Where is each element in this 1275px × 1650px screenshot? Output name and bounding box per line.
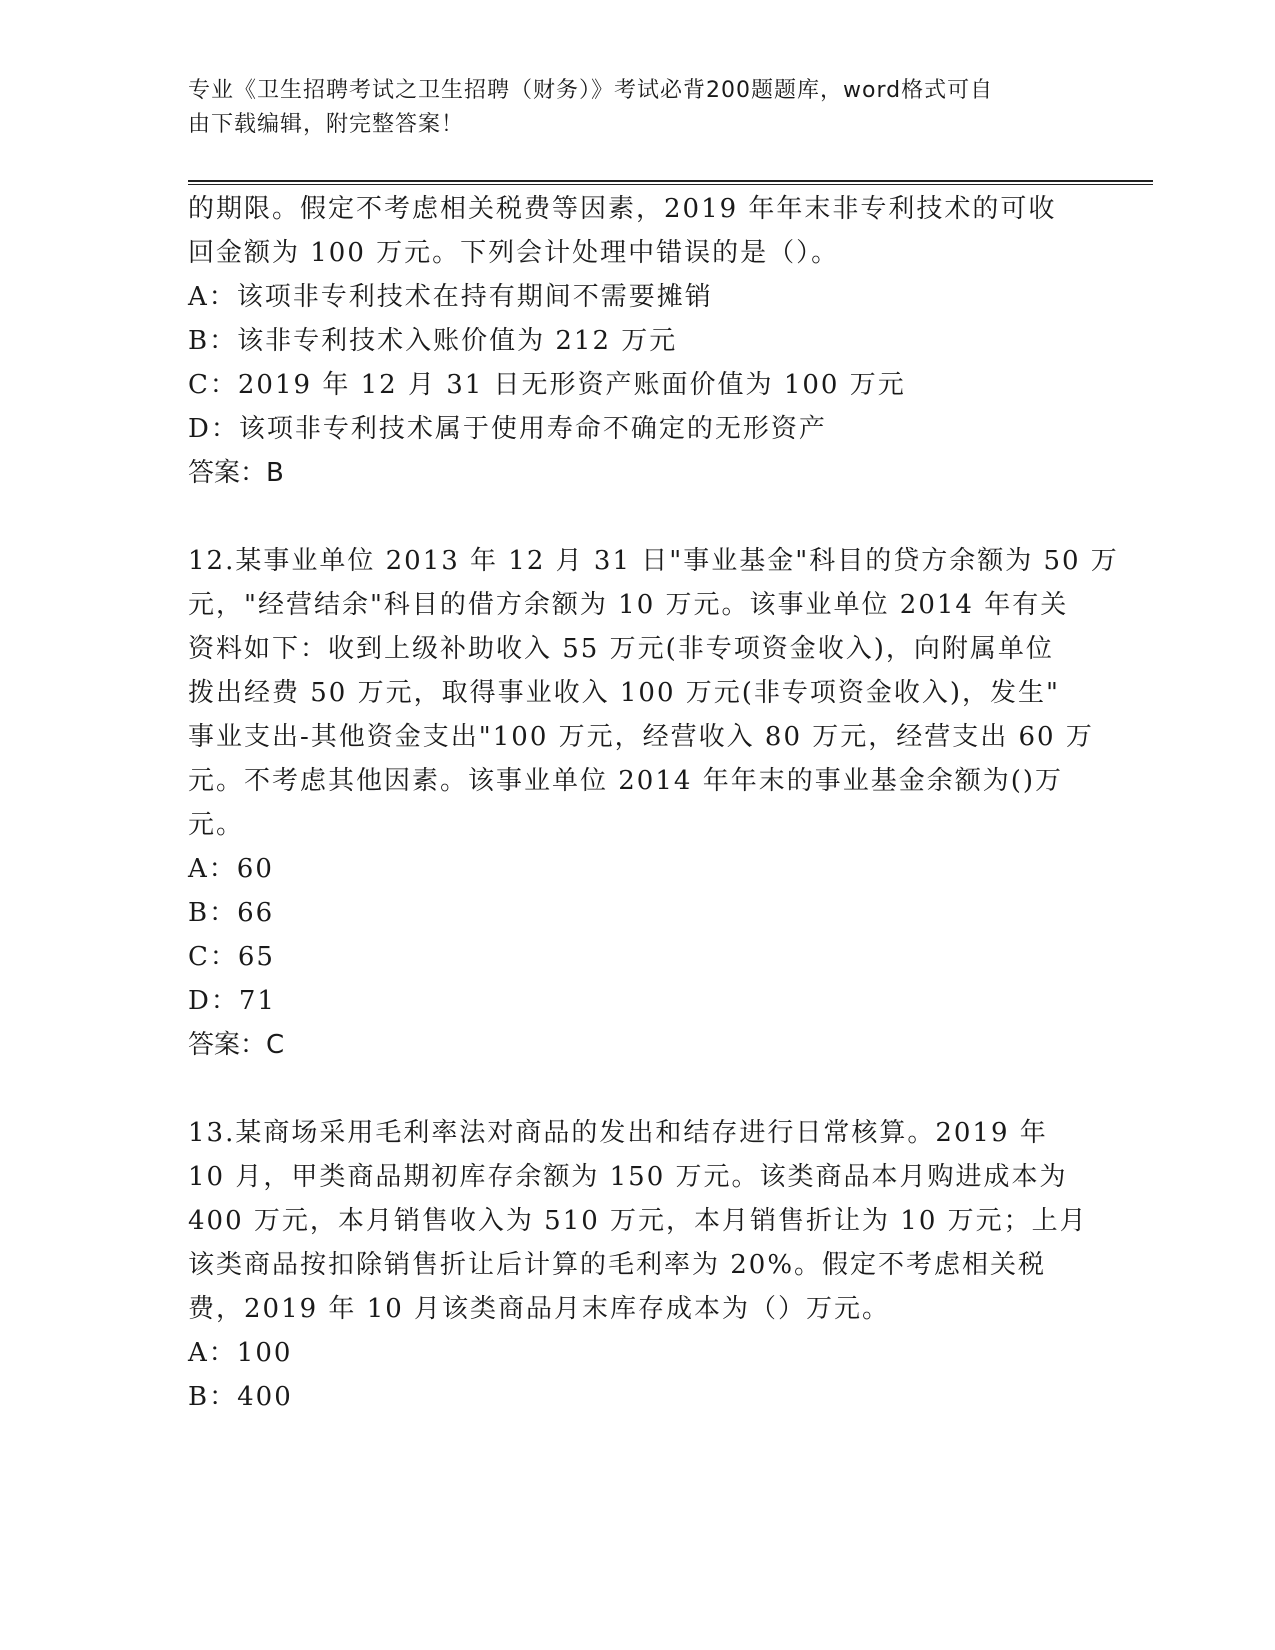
q13-stem-line-1: 13.某商场采用毛利率法对商品的发出和结存进行日常核算。2019 年 [188, 1118, 1048, 1148]
q12-stem-line-2: 元，"经营结余"科目的借方余额为 10 万元。该事业单位 2014 年有关 [188, 590, 1069, 620]
q12-stem-line-3: 资料如下：收到上级补助收入 55 万元(非专项资金收入)，向附属单位 [188, 634, 1054, 664]
q11-stem-line-2: 回金额为 100 万元。下列会计处理中错误的是（）。 [188, 238, 840, 268]
q13-stem-line-2: 10 月，甲类商品期初库存余额为 150 万元。该类商品本月购进成本为 [188, 1162, 1068, 1192]
q12-stem-line-5: 事业支出-其他资金支出"100 万元，经营收入 80 万元，经营支出 60 万 [188, 722, 1094, 752]
q12-stem-line-4: 拨出经费 50 万元，取得事业收入 100 万元(非专项资金收入)，发生" [188, 678, 1061, 708]
q11-answer: 答案：B [188, 458, 284, 488]
q11-option-b: B：该非专利技术入账价值为 212 万元 [188, 326, 678, 356]
q13-option-b: B：400 [188, 1382, 293, 1412]
q13-stem-line-3: 400 万元，本月销售收入为 510 万元，本月销售折让为 10 万元；上月 [188, 1206, 1088, 1236]
q12-stem-line-7: 元。 [188, 810, 245, 840]
q12-answer: 答案：C [188, 1030, 285, 1060]
q13-option-a: A：100 [188, 1338, 293, 1368]
q12-option-c: C：65 [188, 942, 275, 972]
q12-option-a: A：60 [188, 854, 274, 884]
header-line-1: 专业《卫生招聘考试之卫生招聘（财务）》考试必背200题题库，word格式可自 [188, 78, 994, 103]
q12-stem-line-6: 元。不考虑其他因素。该事业单位 2014 年年末的事业基金余额为()万 [188, 766, 1063, 796]
q13-stem-line-4: 该类商品按扣除销售折让后计算的毛利率为 20%。假定不考虑相关税 [188, 1250, 1047, 1280]
q12-option-b: B：66 [188, 898, 275, 928]
document-header [188, 74, 1068, 142]
q11-option-c: C：2019 年 12 月 31 日无形资产账面价值为 100 万元 [188, 370, 906, 400]
header-line-2: 由下载编辑，附完整答案！ [188, 112, 465, 137]
q12-stem-line-1: 12.某事业单位 2013 年 12 月 31 日"事业基金"科目的贷方余额为 50 万 [188, 546, 1119, 576]
q11-stem-line-1: 的期限。假定不考虑相关税费等因素，2019 年年末非专利技术的可收 [188, 194, 1057, 224]
q11-option-a: A：该项非专利技术在持有期间不需要摊销 [188, 282, 713, 312]
header-divider-thick [188, 180, 1153, 182]
q11-option-d: D：该项非专利技术属于使用寿命不确定的无形资产 [188, 414, 827, 444]
q12-option-d: D：71 [188, 986, 276, 1016]
q13-stem-line-5: 费，2019 年 10 月该类商品月末库存成本为（）万元。 [188, 1294, 891, 1324]
header-divider-thin [188, 184, 1153, 185]
